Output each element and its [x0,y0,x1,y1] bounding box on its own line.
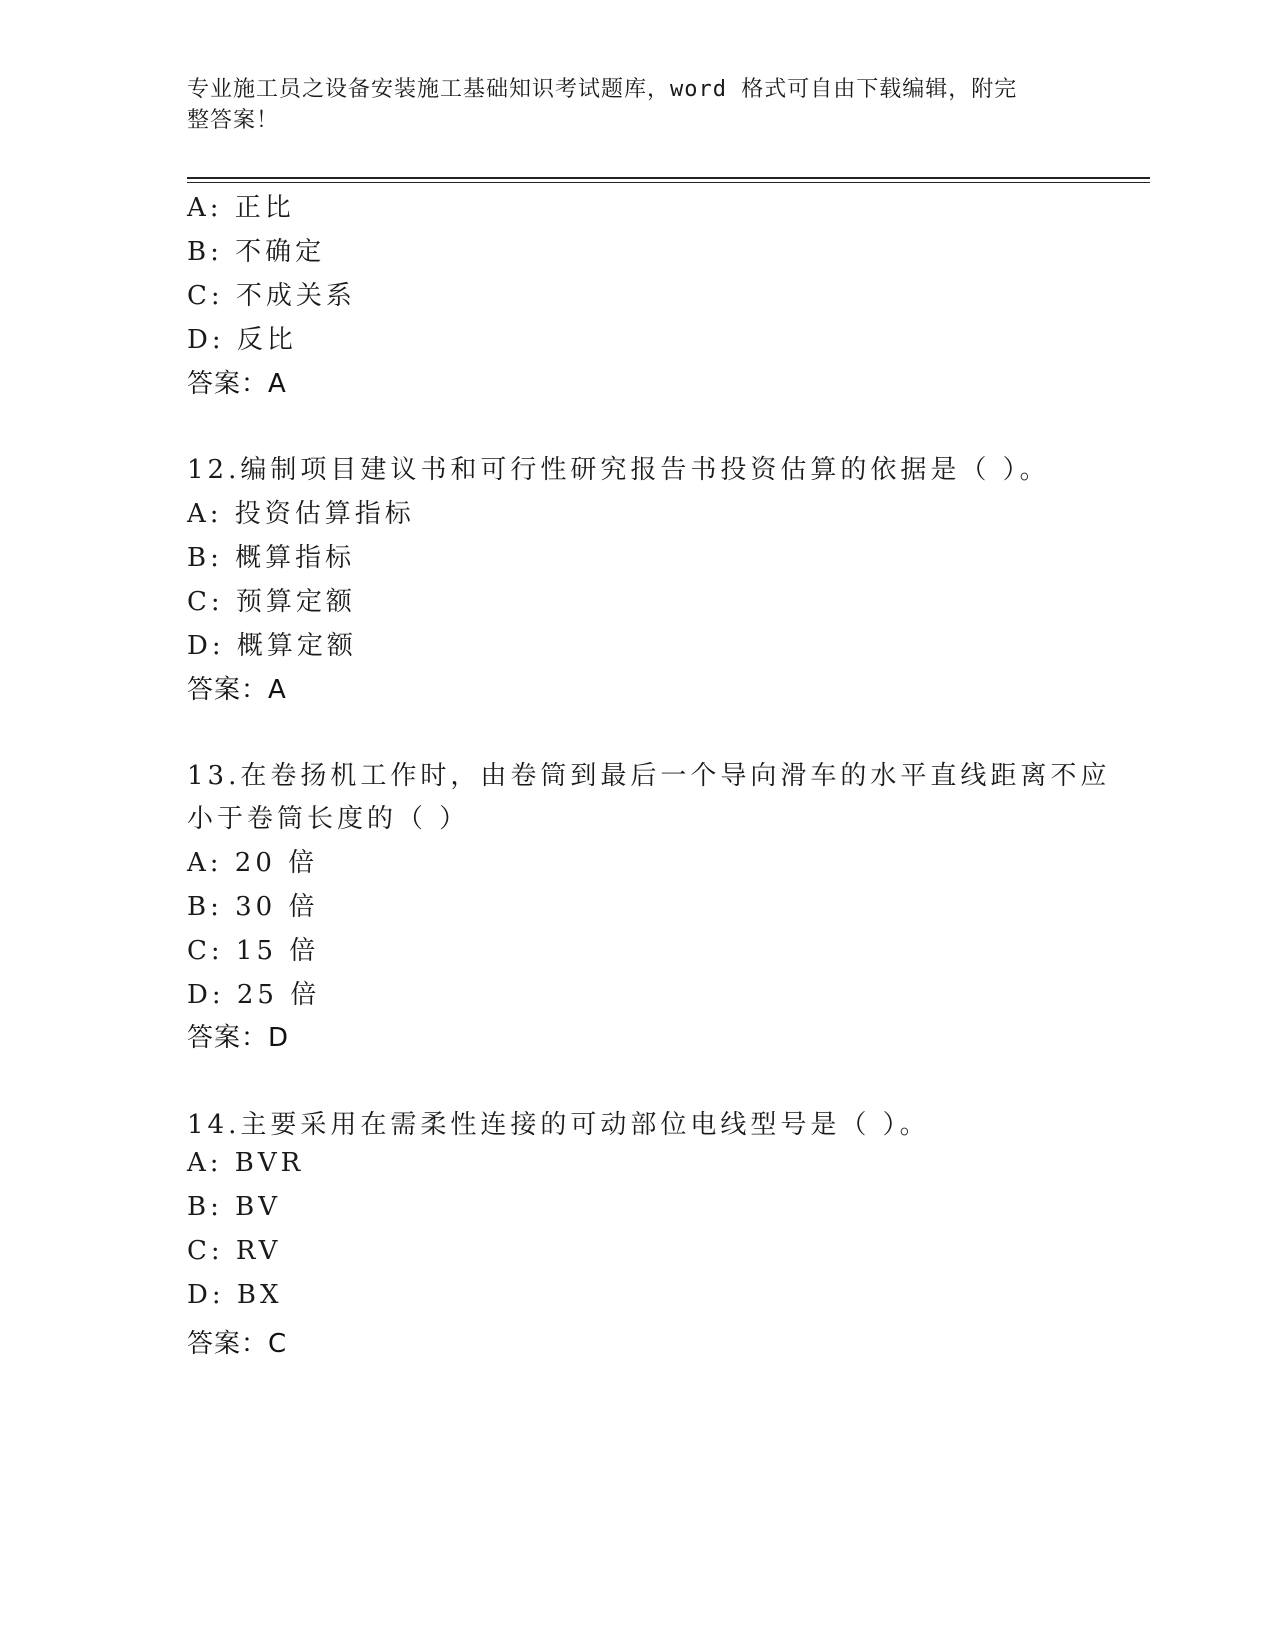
q12-option-b: B: 概算指标 [187,543,356,573]
header-divider-thin [187,182,1150,183]
q13-option-d: D: 25 倍 [187,980,321,1010]
q11-option-c: C: 不成关系 [187,281,356,311]
header-line-2: 整答案！ [187,108,280,133]
q12-option-c: C: 预算定额 [187,587,356,617]
q11-option-a: A: 正比 [187,193,295,223]
q13-option-c: C: 15 倍 [187,936,320,966]
q12-stem: 12.编制项目建议书和可行性研究报告书投资估算的依据是（ ）。 [187,455,1050,485]
q13-option-b: B: 30 倍 [187,892,319,922]
document-header [187,74,1067,136]
q14-option-a: A: BVR [187,1148,305,1178]
q14-stem: 14.主要采用在需柔性连接的可动部位电线型号是（ ）。 [187,1110,930,1140]
q14-answer: 答案：C [187,1329,288,1359]
q12-answer: 答案：A [187,675,287,705]
q13-answer: 答案：D [187,1023,290,1053]
q11-option-b: B: 不确定 [187,237,326,267]
q14-option-b: B: BV [187,1192,282,1222]
q12-option-a: A: 投资估算指标 [187,499,415,529]
q11-answer: 答案：A [187,369,287,399]
header-divider-thick [187,177,1150,179]
q14-option-c: C: RV [187,1236,282,1266]
q14-option-d: D: BX [187,1280,283,1310]
q13-stem-line-2: 小于卷筒长度的（ ） [187,804,470,834]
q13-stem-line-1: 13.在卷扬机工作时，由卷筒到最后一个导向滑车的水平直线距离不应 [187,761,1111,791]
q11-option-d: D: 反比 [187,325,297,355]
q12-option-d: D: 概算定额 [187,631,357,661]
q13-option-a: A: 20 倍 [187,848,319,878]
header-line-1: 专业施工员之设备安装施工基础知识考试题库，word 格式可自由下载编辑，附完 [187,77,1018,102]
